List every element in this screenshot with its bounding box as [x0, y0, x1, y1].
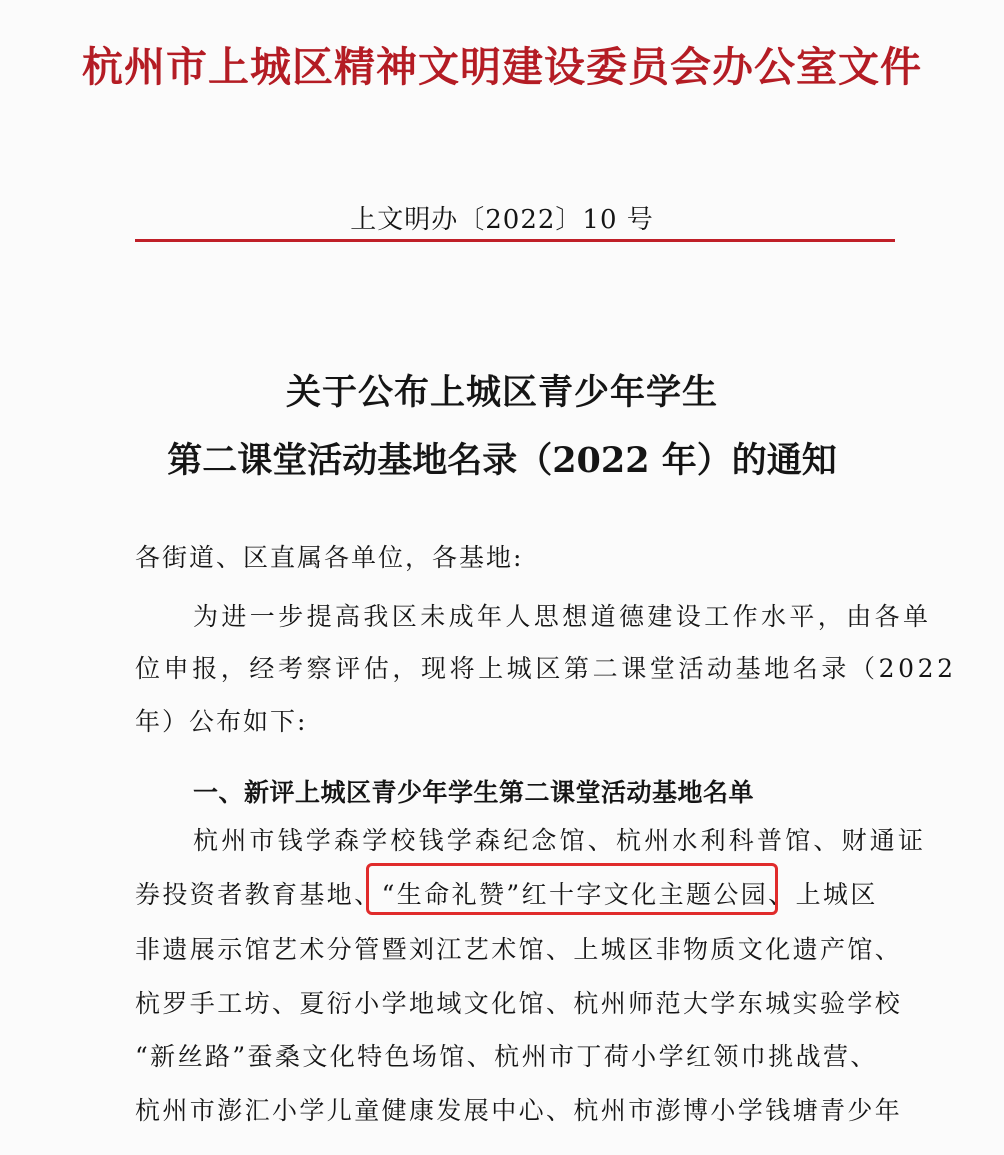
list-line: 非遗展示馆艺术分管暨刘江艺术馆、上城区非物质文化遗产馆、	[135, 935, 903, 964]
paragraph-line: 位申报，经考察评估，现将上城区第二课堂活动基地名录（2022	[135, 654, 957, 683]
salutation: 各街道、区直属各单位，各基地:	[135, 543, 524, 572]
notice-title-line-1: 关于公布上城区青少年学生	[285, 372, 718, 413]
list-line: 券投资者教育基地、“生命礼赞”红十字文化主题公园、上城区	[135, 880, 878, 909]
red-divider-line	[135, 239, 895, 242]
list-line: “新丝路”蚕桑文化特色场馆、杭州市丁荷小学红领巾挑战营、	[135, 1042, 878, 1071]
paragraph-line: 为进一步提高我区未成年人思想道德建设工作水平，由各单	[193, 602, 932, 631]
list-line: 杭罗手工坊、夏衍小学地域文化馆、杭州师范大学东城实验学校	[135, 989, 903, 1018]
paragraph-line: 年）公布如下:	[135, 707, 308, 736]
issuer-title: 杭州市上城区精神文明建设委员会办公室文件	[82, 43, 922, 91]
notice-title-line-2: 第二课堂活动基地名录（2022 年）的通知	[167, 440, 837, 481]
section-heading: 一、新评上城区青少年学生第二课堂活动基地名单	[193, 778, 755, 807]
document-number: 上文明办〔2022〕10 号	[350, 205, 654, 235]
list-line: 杭州市钱学森学校钱学森纪念馆、杭州水利科普馆、财通证	[193, 826, 927, 855]
highlight-annotation-box	[366, 863, 778, 915]
list-line: 杭州市澎汇小学儿童健康发展中心、杭州市澎博小学钱塘青少年	[135, 1096, 903, 1125]
